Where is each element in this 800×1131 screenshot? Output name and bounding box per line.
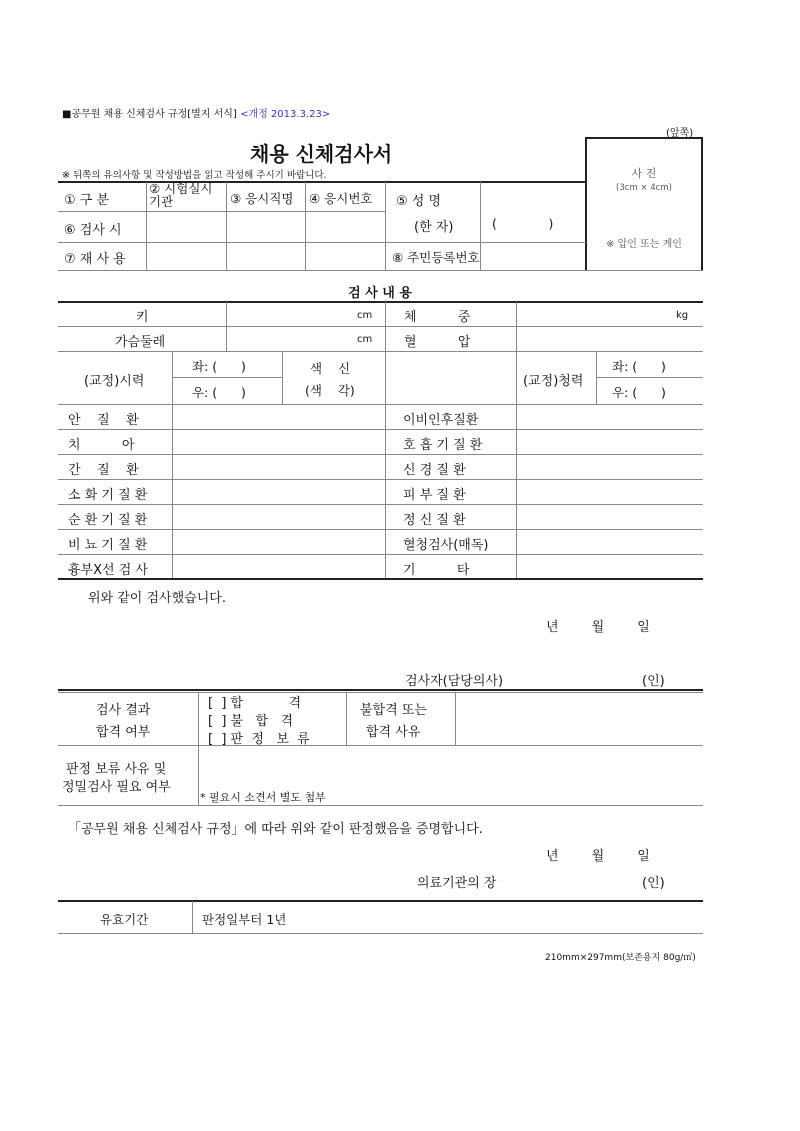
applied-position-header: ③ 응시직명 <box>230 191 294 206</box>
reuse-row: ⑦ 재 사 용 <box>64 252 126 267</box>
examiner-label: 검사자(담당의사) <box>405 674 504 689</box>
weight-unit: kg <box>676 310 689 321</box>
amendment-date: <개정 2013.3.23> <box>240 109 331 120</box>
height-label: 키 <box>136 310 149 325</box>
chest-unit: cm <box>357 334 373 345</box>
resident-number-header: ⑧ 주민등록번호 <box>392 250 480 265</box>
option-pass[interactable]: [ ] 합 격 <box>208 696 302 711</box>
validity-label: 유효기간 <box>100 912 149 927</box>
disease-item-right: 피 부 질 환 <box>403 488 466 503</box>
form-title: 채용 신체검사서 <box>250 142 393 166</box>
certification-text: 「공무원 채용 신체검사 규정」에 따라 위와 같이 판정했음을 증명합니다. <box>68 822 483 837</box>
pass-label: 합격 여부 <box>96 725 151 740</box>
disease-item-right: 호 흡 기 질 환 <box>403 438 483 453</box>
weight-label: 체 중 <box>404 310 471 325</box>
reason-label-2: 합격 사유 <box>366 725 421 740</box>
height-unit: cm <box>357 310 373 321</box>
detail-exam-label: 정밀검사 필요 여부 <box>62 780 171 795</box>
exam-date[interactable]: 년 월 일 <box>546 620 650 635</box>
disease-item-left: 간 질 환 <box>68 463 139 478</box>
validity-value: 판정일부터 1년 <box>202 912 287 927</box>
instruction-note: ※ 뒤쪽의 유의사항 및 작성방법을 읽고 작성해 주시기 바랍니다. <box>62 170 327 181</box>
exam-heading: 검 사 내 용 <box>348 286 412 301</box>
exam-number-header: ④ 응시번호 <box>309 191 373 206</box>
vision-right[interactable]: 우: ( ) <box>192 385 246 400</box>
vision-label: (교정)시력 <box>84 374 145 389</box>
examiner-seal[interactable]: (인) <box>642 674 665 689</box>
hanja-field[interactable]: ( ) <box>492 216 554 231</box>
stamp-note: ※ 압인 또는 계인 <box>606 239 682 250</box>
hearing-right[interactable]: 우: ( ) <box>612 385 666 400</box>
option-pending[interactable]: [ ] 판 정 보 류 <box>208 732 310 747</box>
photo-box <box>585 137 703 271</box>
reason-label-1: 불합격 또는 <box>360 703 427 718</box>
disease-item-left: 안 질 환 <box>68 413 139 428</box>
disease-item-right: 신 경 질 환 <box>403 463 466 478</box>
regulation-text: ■공무원 채용 신체검사 규정[별지 서식] <box>62 109 237 120</box>
blood-pressure-label: 혈 압 <box>404 335 471 350</box>
result-label: 검사 결과 <box>96 703 151 718</box>
regulation-caption <box>62 105 330 120</box>
institution-head-label: 의료기관의 장 <box>417 876 497 891</box>
certify-date[interactable]: 년 월 일 <box>546 849 650 864</box>
hold-reason-label: 판정 보류 사유 및 <box>66 762 167 777</box>
exam-statement: 위와 같이 검사했습니다. <box>88 591 226 606</box>
hanja-header: (한 자) <box>414 220 454 235</box>
hearing-left[interactable]: 좌: ( ) <box>612 359 666 374</box>
color-sense-label: (색 각) <box>305 383 355 398</box>
hearing-label: (교정)청력 <box>523 374 584 389</box>
attachment-note: * 필요시 소견서 별도 첨부 <box>200 791 326 804</box>
exam-time-row: ⑥ 검사 시 <box>64 223 122 238</box>
disease-item-right: 혈청검사(매독) <box>403 538 489 553</box>
institution-seal[interactable]: (인) <box>642 876 665 891</box>
disease-item-left: 비 뇨 기 질 환 <box>68 538 148 553</box>
disease-item-left: 순 환 기 질 환 <box>68 513 148 528</box>
exam-agency-header: ② 시험실시 기관 <box>149 181 213 209</box>
front-side-label: (앞쪽) <box>666 128 694 139</box>
photo-label: 사 진 <box>631 167 657 180</box>
vision-left[interactable]: 좌: ( ) <box>192 359 246 374</box>
photo-size: (3cm × 4cm) <box>616 183 672 193</box>
disease-item-left: 흉부X선 검 사 <box>68 563 148 578</box>
disease-item-left: 소 화 기 질 환 <box>68 488 148 503</box>
chest-label: 가슴둘레 <box>115 335 166 350</box>
name-header: ⑤ 성 명 <box>396 194 442 209</box>
option-fail[interactable]: [ ] 불 합 격 <box>208 714 294 729</box>
color-vision-label: 색 신 <box>310 361 351 376</box>
category-header: ① 구 분 <box>64 193 110 208</box>
disease-item-right: 기 타 <box>403 563 470 578</box>
disease-item-right: 이비인후질환 <box>403 413 479 428</box>
disease-item-left: 치 아 <box>68 438 135 453</box>
paper-spec: 210mm×297mm(보존용지 80g/㎡) <box>545 953 696 963</box>
disease-item-right: 정 신 질 환 <box>403 513 466 528</box>
